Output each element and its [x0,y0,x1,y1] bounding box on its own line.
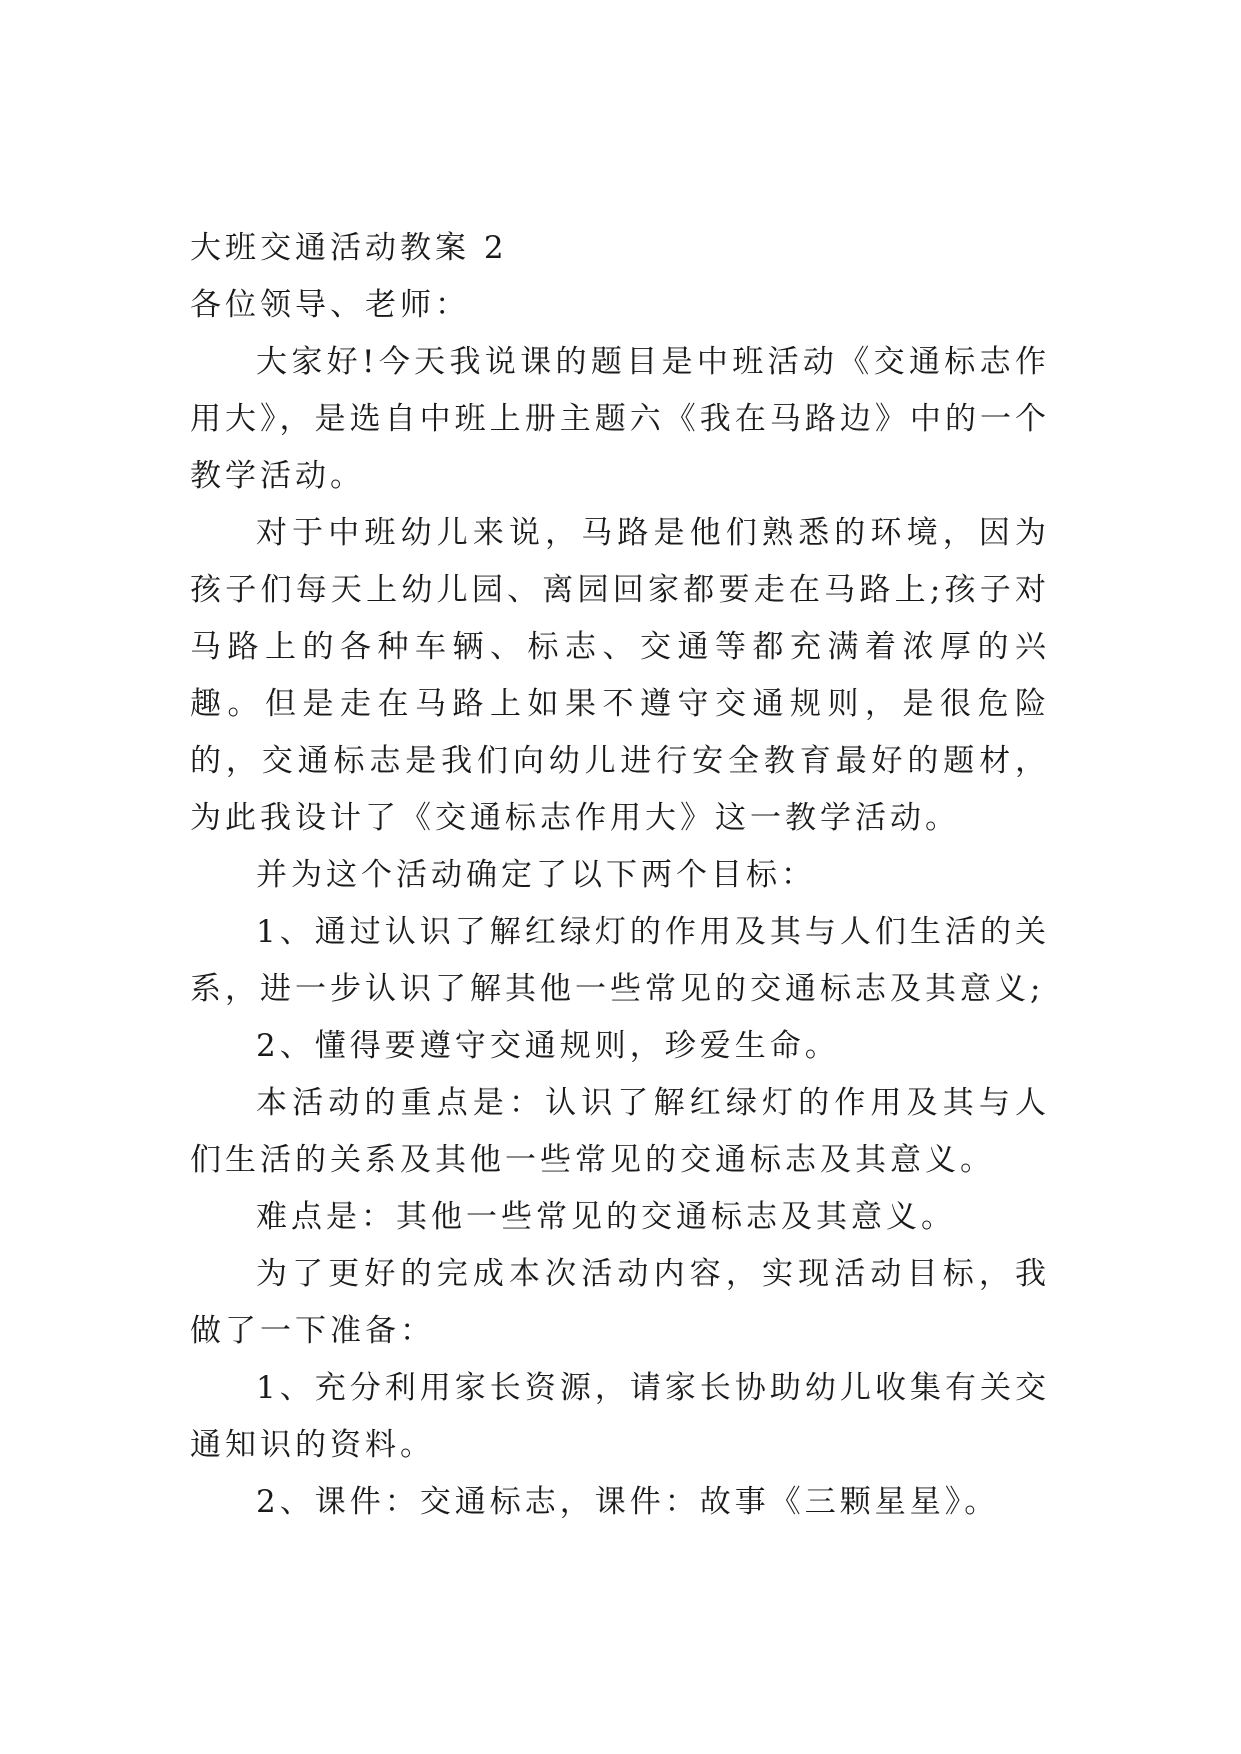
salutation: 各位领导、老师： [190,287,470,323]
document-title: 大班交通活动教案 2 [190,230,508,266]
paragraph-goal-1: 1、通过认识了解红绿灯的作用及其与人们生活的关系，进一步认识了解其他一些常见的交通标志及其意义; [190,914,1050,1007]
paragraph-goal-2: 2、懂得要遵守交通规则，珍爱生命。 [256,1028,840,1064]
paragraph-key-point: 本活动的重点是：认识了解红绿灯的作用及其与人们生活的关系及其他一些常见的交通标志及其意义。 [190,1085,1050,1178]
paragraph-preparation-1: 1、充分利用家长资源，请家长协助幼儿收集有关交通知识的资料。 [190,1370,1050,1463]
paragraph-difficulty: 难点是：其他一些常见的交通标志及其意义。 [256,1199,956,1235]
paragraph-intro: 大家好!今天我说课的题目是中班活动《交通标志作用大》，是选自中班上册主题六《我在马路边》中的一个教学活动。 [190,344,1050,494]
paragraph-preparation-2: 2、课件：交通标志，课件：故事《三颗星星》。 [256,1484,1000,1520]
paragraph-goals-intro: 并为这个活动确定了以下两个目标： [256,857,816,893]
paragraph-background: 对于中班幼儿来说，马路是他们熟悉的环境，因为孩子们每天上幼儿园、离园回家都要走在马路上;孩子对马路上的各种车辆、标志、交通等都充满着浓厚的兴趣。但是走在马路上如果不遵守交通规则，是很危险的，交通标志是我们向幼儿进行安全教育最好的题材，为此我设计了《交通标志作用大》这一教学活动。 [190,515,1050,836]
paragraph-preparation-intro: 为了更好的完成本次活动内容，实现活动目标，我做了一下准备： [190,1256,1050,1349]
document-body [190,220,1050,1531]
